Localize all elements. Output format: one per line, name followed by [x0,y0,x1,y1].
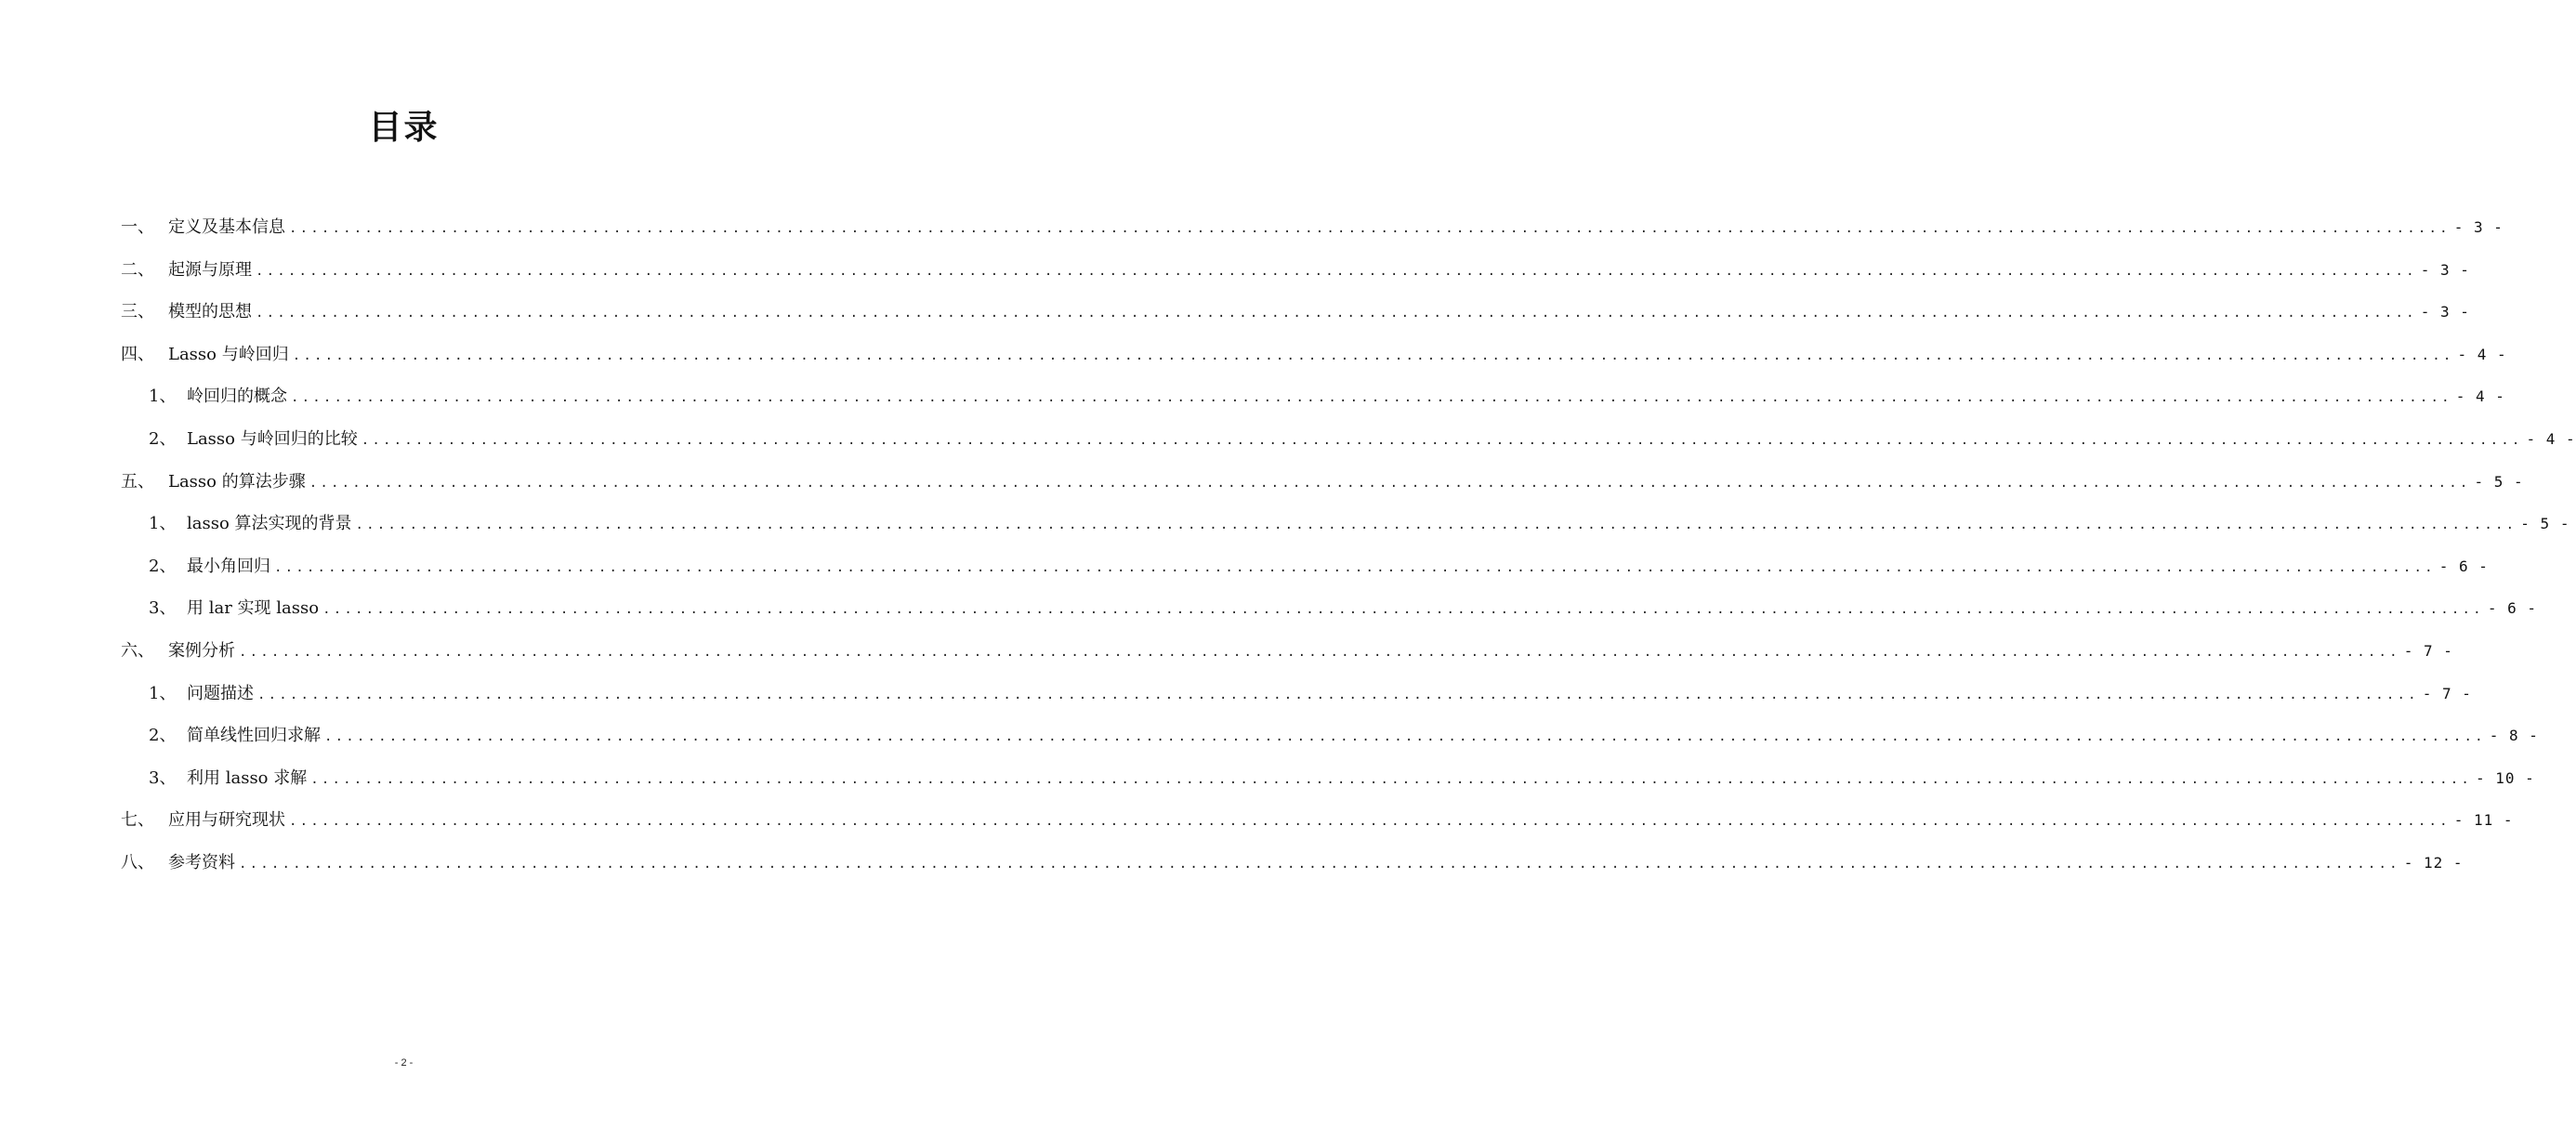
dot-leader: ........................................................................................................................................................................................................ [361,432,2523,448]
toc-entry[interactable] [121,375,2505,418]
toc-entry-label: Lasso 的算法步骤 [168,471,306,492]
toc-entry-number: 七、 [121,810,154,831]
toc-entry-label: 案例分析 [168,640,235,661]
toc-entry-page-number: - 12 - [2403,853,2464,872]
toc-entry-page-number: - 10 - [2476,768,2535,787]
dot-leader: ........................................................................................................................................................................................................ [256,306,2417,321]
toc-entry-label: 最小角回归 [187,556,270,576]
dot-leader: ........................................................................................................................................................................................................ [310,771,2472,787]
toc-entry[interactable] [121,206,2504,249]
toc-entry-label: 模型的思想 [168,302,252,322]
toc-entry-number: 1、 [149,683,177,703]
toc-entry-page-number: - 7 - [2422,684,2472,702]
toc-entry-page-number: - 5 - [2520,515,2570,533]
toc-entry-number: 五、 [121,471,154,492]
toc-entry-number: 3、 [149,598,177,619]
toc-entry[interactable] [121,545,2489,588]
toc-entry-label: 应用与研究现状 [168,810,285,831]
toc-entry-page-number: - 4 - [2457,345,2507,363]
toc-entry[interactable] [121,757,2535,800]
toc-entry-page-number: - 3 - [2420,303,2470,321]
toc-entry-label: lasso 算法实现的背景 [187,514,352,534]
toc-entry-number: 三、 [121,302,154,322]
toc-entry[interactable] [121,418,2576,461]
toc-entry[interactable] [121,249,2470,292]
toc-entry-page-number: - 6 - [2438,557,2489,575]
toc-entry-label: Lasso 与岭回归 [168,344,289,364]
toc-entry-page-number: - 3 - [2420,260,2470,279]
dot-leader: ........................................................................................................................................................................................................ [291,390,2452,406]
toc-entry-page-number: - 4 - [2526,429,2576,448]
dot-leader: ........................................................................................................................................................................................................ [355,518,2517,533]
toc-entry[interactable] [121,587,2537,630]
toc-entry[interactable] [121,673,2472,715]
dot-leader: ........................................................................................................................................................................................................ [322,602,2484,618]
toc-entry[interactable] [121,503,2570,545]
dot-leader: ........................................................................................................................................................................................................ [257,687,2419,702]
dot-leader: ........................................................................................................................................................................................................ [239,856,2400,872]
toc-entry-label: 岭回归的概念 [187,387,287,407]
toc-entry-label: 定义及基本信息 [168,217,285,237]
toc-entry-page-number: - 11 - [2453,811,2514,830]
toc-entry-label: Lasso 与岭回归的比较 [187,428,358,449]
toc-entry-label: 简单线性回归求解 [187,726,321,746]
toc-entry-number: 四、 [121,344,154,364]
toc-entry-page-number: - 5 - [2474,472,2524,491]
toc-entry-page-number: - 8 - [2489,727,2539,745]
toc-entry-number: 1、 [149,514,177,534]
dot-leader: ........................................................................................................................................................................................................ [274,559,2436,575]
toc-entry-number: 2、 [149,726,177,746]
toc-entry-page-number: - 3 - [2453,218,2504,236]
toc-entry-number: 一、 [121,217,154,237]
toc-entry[interactable] [121,715,2539,757]
toc-entry-number: 八、 [121,852,154,872]
toc-entry-page-number: - 4 - [2455,387,2505,406]
dot-leader: ........................................................................................................................................................................................................ [289,221,2451,236]
toc-entry-page-number: - 6 - [2487,599,2537,618]
toc-entry-label: 起源与原理 [168,259,252,280]
page-title: 目录 [368,109,440,147]
toc-entry-number: 2、 [149,556,177,576]
toc-entry-label: 利用 lasso 求解 [187,767,308,788]
dot-leader: ........................................................................................................................................................................................................ [256,263,2417,279]
toc-entry-number: 1、 [149,387,177,407]
toc-entry[interactable] [121,461,2524,504]
toc-entry-number: 二、 [121,259,154,280]
page-number-footer: - 2 - [394,1057,414,1069]
toc-entry-label: 参考资料 [168,852,235,872]
dot-leader: ........................................................................................................................................................................................................ [239,644,2400,660]
toc-entry[interactable] [121,334,2507,376]
dot-leader: ........................................................................................................................................................................................................ [309,475,2471,491]
toc-entry-number: 2、 [149,428,177,449]
toc-entry[interactable] [121,799,2514,842]
toc-entry[interactable] [121,630,2453,673]
toc-entry-page-number: - 7 - [2403,641,2453,660]
dot-leader: ........................................................................................................................................................................................................ [289,814,2451,830]
toc-entry-number: 3、 [149,767,177,788]
dot-leader: ........................................................................................................................................................................................................ [324,729,2486,745]
toc-entry-label: 问题描述 [187,683,254,703]
toc-entry-number: 六、 [121,640,154,661]
toc-entry[interactable] [121,291,2470,334]
dot-leader: ........................................................................................................................................................................................................ [292,348,2454,363]
toc-entry-label: 用 lar 实现 lasso [187,598,320,619]
table-of-contents [121,206,2576,885]
toc-entry[interactable] [121,842,2464,885]
